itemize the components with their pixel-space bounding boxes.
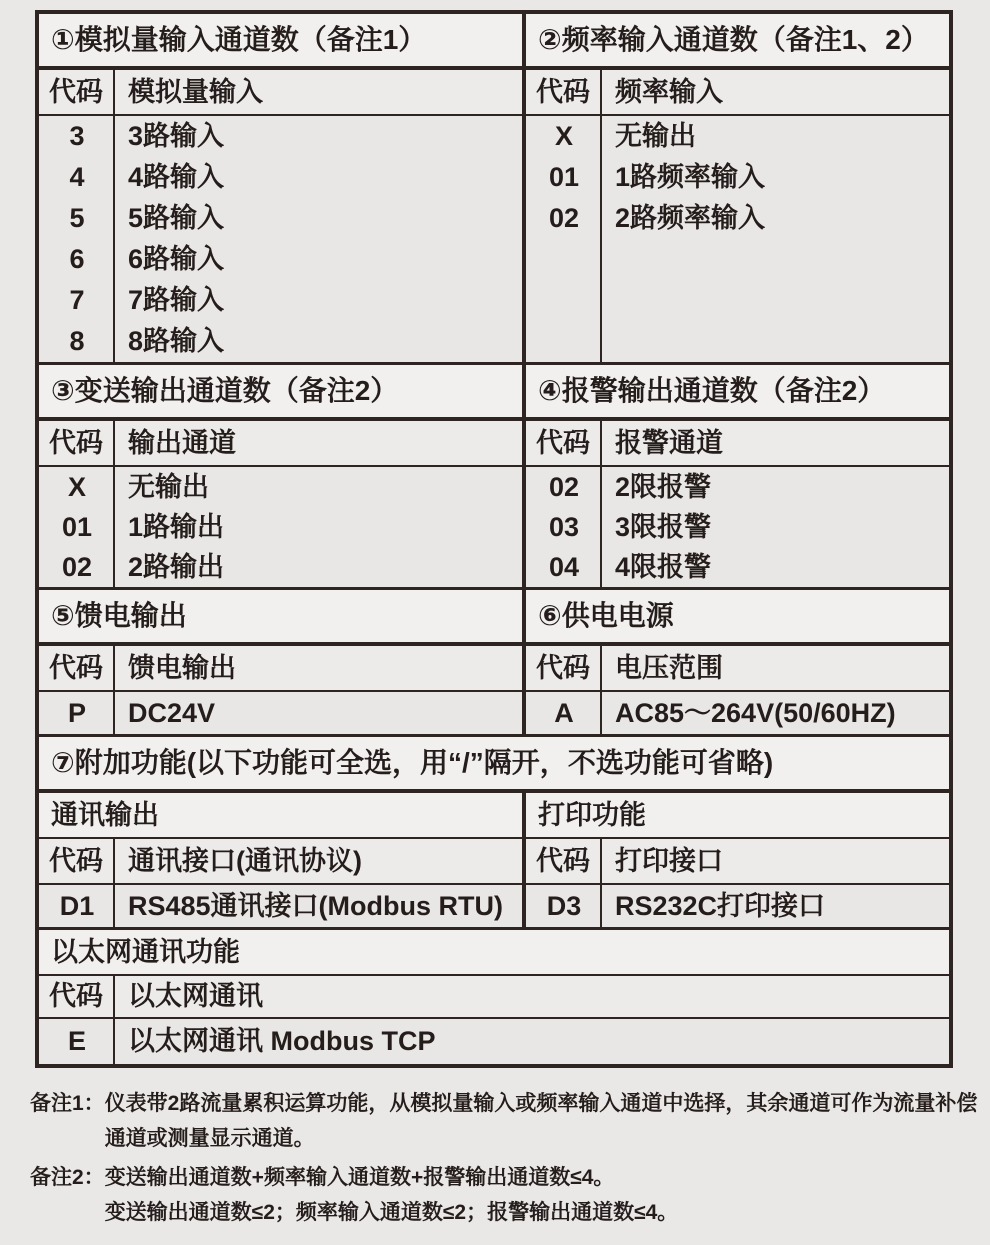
table-header-row bbox=[39, 421, 522, 467]
desc-cell: 无输出 bbox=[128, 472, 209, 502]
desc-cell: RS232C打印接口 bbox=[615, 891, 826, 921]
code-cell: D3 bbox=[546, 891, 582, 921]
table-row bbox=[526, 885, 949, 927]
code-cell: 4 bbox=[69, 162, 85, 192]
footnotes bbox=[30, 1086, 978, 1230]
desc-column-header: 模拟量输入 bbox=[128, 77, 263, 107]
footnote-text: 变送输出通道数≤2；频率输入通道数≤2；报警输出通道数≤4。 bbox=[104, 1201, 679, 1224]
code-cell: 04 bbox=[548, 552, 580, 582]
code-cell: P bbox=[67, 698, 86, 728]
table-row bbox=[39, 239, 522, 280]
footnote-1 bbox=[30, 1086, 978, 1156]
table-body bbox=[526, 467, 949, 587]
desc-cell: 5路输入 bbox=[128, 203, 225, 233]
band-power bbox=[39, 587, 949, 734]
desc-cell: RS485通讯接口(Modbus RTU) bbox=[128, 891, 504, 921]
table-header-row bbox=[39, 976, 949, 1019]
table-header-row bbox=[526, 839, 949, 885]
desc-cell: 3限报警 bbox=[615, 512, 712, 542]
section-title: ④报警输出通道数（备注2） bbox=[526, 365, 949, 421]
section-title: ⑦附加功能(以下功能可全选，用“/”隔开，不选功能可省略) bbox=[39, 737, 949, 793]
code-cell: 6 bbox=[69, 244, 85, 274]
table-row bbox=[526, 157, 949, 198]
section-print-function bbox=[522, 793, 949, 927]
table-row bbox=[39, 547, 522, 587]
code-column-header: 代码 bbox=[39, 839, 115, 883]
subsection-title: 以太网通讯功能 bbox=[39, 930, 949, 976]
table-row bbox=[39, 157, 522, 198]
table-row bbox=[526, 547, 949, 587]
desc-cell: 6路输入 bbox=[128, 244, 225, 274]
desc-column-header: 馈电输出 bbox=[128, 653, 236, 683]
table-row bbox=[39, 321, 522, 362]
column-divider bbox=[600, 467, 602, 587]
desc-cell: DC24V bbox=[128, 698, 216, 728]
desc-cell: 以太网通讯 Modbus TCP bbox=[128, 1026, 436, 1056]
code-column-header: 代码 bbox=[39, 421, 115, 465]
section-comm-output bbox=[39, 793, 522, 927]
table-body bbox=[39, 467, 522, 587]
table-body bbox=[526, 885, 949, 927]
column-divider bbox=[113, 885, 115, 927]
table-header-row bbox=[526, 421, 949, 467]
footnote-text: 变送输出通道数+频率输入通道数+报警输出通道数≤4。 bbox=[104, 1166, 615, 1189]
table-row bbox=[526, 116, 949, 157]
table-body bbox=[526, 116, 949, 362]
table-row bbox=[39, 1019, 949, 1064]
code-cell: 01 bbox=[548, 162, 580, 192]
desc-column-header: 通讯接口(通讯协议) bbox=[128, 846, 362, 876]
footnote-label: 备注1： bbox=[30, 1092, 105, 1115]
code-cell: X bbox=[67, 472, 86, 502]
code-cell: 8 bbox=[69, 326, 85, 356]
desc-cell: 2路频率输入 bbox=[615, 203, 766, 233]
column-divider bbox=[113, 467, 115, 587]
desc-cell: 2限报警 bbox=[615, 472, 712, 502]
code-cell: X bbox=[554, 121, 573, 151]
table-body bbox=[39, 116, 522, 362]
desc-cell: 无输出 bbox=[615, 121, 696, 151]
column-divider bbox=[113, 116, 115, 362]
subsection-title: 打印功能 bbox=[526, 793, 949, 839]
code-column-header: 代码 bbox=[526, 839, 602, 883]
table-row bbox=[39, 507, 522, 547]
table-body bbox=[39, 1019, 949, 1064]
subsection-title: 通讯输出 bbox=[39, 793, 522, 839]
table-row bbox=[39, 116, 522, 157]
column-divider bbox=[113, 692, 115, 734]
desc-column-header: 频率输入 bbox=[615, 77, 723, 107]
table-row bbox=[39, 280, 522, 321]
table-header-row bbox=[526, 646, 949, 692]
code-cell: A bbox=[554, 698, 574, 728]
section-title: ①模拟量输入通道数（备注1） bbox=[39, 14, 522, 70]
code-cell: 03 bbox=[548, 512, 580, 542]
table-header-row bbox=[39, 70, 522, 116]
table-row bbox=[39, 885, 522, 927]
section-title: ②频率输入通道数（备注1、2） bbox=[526, 14, 949, 70]
code-column-header: 代码 bbox=[526, 421, 602, 465]
footnote-label: 备注2： bbox=[30, 1166, 105, 1189]
footnote-text: 通道或测量显示通道。 bbox=[104, 1127, 315, 1150]
band-input-channels bbox=[39, 14, 949, 362]
code-column-header: 代码 bbox=[526, 646, 602, 690]
section-title: ⑥供电电源 bbox=[526, 590, 949, 646]
desc-cell: 4路输入 bbox=[128, 162, 225, 192]
code-column-header: 代码 bbox=[526, 70, 602, 114]
desc-column-header: 打印接口 bbox=[615, 846, 723, 876]
code-cell: 02 bbox=[548, 472, 580, 502]
code-cell: 01 bbox=[61, 512, 93, 542]
table-row bbox=[526, 198, 949, 239]
code-cell: 5 bbox=[69, 203, 85, 233]
desc-cell: 2路输出 bbox=[128, 552, 225, 582]
table-row bbox=[39, 198, 522, 239]
desc-cell: 3路输入 bbox=[128, 121, 225, 151]
desc-column-header: 电压范围 bbox=[615, 653, 723, 683]
table-row bbox=[526, 507, 949, 547]
table-row bbox=[526, 692, 949, 734]
desc-cell: 8路输入 bbox=[128, 326, 225, 356]
table-header-row bbox=[39, 839, 522, 885]
band-ethernet bbox=[39, 927, 949, 1064]
code-cell: 7 bbox=[69, 285, 85, 315]
table-row bbox=[526, 467, 949, 507]
section-power-supply bbox=[522, 590, 949, 734]
desc-column-header: 以太网通讯 bbox=[128, 981, 263, 1011]
table-row bbox=[39, 467, 522, 507]
footnote-2 bbox=[30, 1160, 970, 1230]
code-cell: 02 bbox=[548, 203, 580, 233]
code-cell: D1 bbox=[59, 891, 95, 921]
section-transmit-output bbox=[39, 365, 522, 587]
footnote-text: 仪表带2路流量累积运算功能，从模拟量输入或频率输入通道中选择，其余通道可作为流量补偿 bbox=[104, 1092, 978, 1115]
section-alarm-output bbox=[522, 365, 949, 587]
column-divider bbox=[600, 692, 602, 734]
section-feed-output bbox=[39, 590, 522, 734]
code-column-header: 代码 bbox=[39, 646, 115, 690]
code-column-header: 代码 bbox=[39, 976, 115, 1017]
code-cell: 02 bbox=[61, 552, 93, 582]
desc-column-header: 输出通道 bbox=[128, 428, 236, 458]
table-header-row bbox=[39, 646, 522, 692]
section-analog-input bbox=[39, 14, 522, 362]
band-additional-functions bbox=[39, 734, 949, 927]
column-divider bbox=[600, 885, 602, 927]
section-title: ⑤馈电输出 bbox=[39, 590, 522, 646]
desc-cell: AC85～264V(50/60HZ) bbox=[615, 698, 896, 728]
desc-cell: 1路频率输入 bbox=[615, 162, 766, 192]
desc-cell: 4限报警 bbox=[615, 552, 712, 582]
column-divider bbox=[113, 1019, 115, 1064]
desc-cell: 7路输入 bbox=[128, 285, 225, 315]
code-cell: 3 bbox=[69, 121, 85, 151]
section-frequency-input bbox=[522, 14, 949, 362]
desc-column-header: 报警通道 bbox=[615, 428, 723, 458]
desc-cell: 1路输出 bbox=[128, 512, 225, 542]
table-body bbox=[526, 692, 949, 734]
code-cell: E bbox=[67, 1026, 86, 1056]
model-selection-table bbox=[35, 10, 953, 1068]
section-title: ③变送输出通道数（备注2） bbox=[39, 365, 522, 421]
code-column-header: 代码 bbox=[39, 70, 115, 114]
band-output-channels bbox=[39, 362, 949, 587]
table-body bbox=[39, 885, 522, 927]
table-row bbox=[39, 692, 522, 734]
table-header-row bbox=[526, 70, 949, 116]
column-divider bbox=[600, 116, 602, 362]
table-body bbox=[39, 692, 522, 734]
